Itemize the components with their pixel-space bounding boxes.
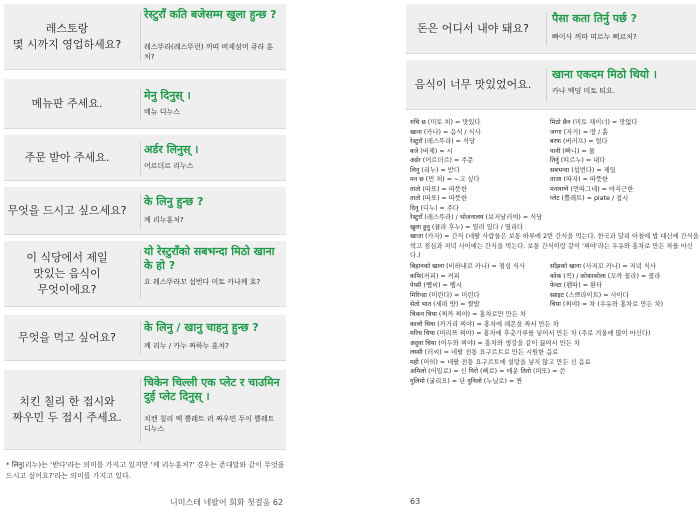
- divider: [140, 141, 141, 175]
- divider: [140, 378, 141, 442]
- vocab-item: चिकन चिया (찌까 찌야) = 홍차로만 만든 차: [410, 311, 526, 318]
- phrase-nepali: चिकेन चिल्ली एक प्लेट र चाउमिन दुई प्लेट दिनुस् ।: [144, 376, 280, 403]
- phrase-pronunciation: 카나 엑덤 미토 티요.: [552, 87, 615, 95]
- phrase-korean: 이 식당에서 제일 맛있는 음식이 무엇이에요?: [26, 250, 108, 296]
- phrase-nepali: रेस्टुराँ कति बजेसम्म खुला हुन्छ ?: [144, 8, 277, 21]
- divider: [140, 193, 141, 229]
- vocab-item: खाना (카나) = 음식 / 식사: [410, 128, 481, 136]
- vocab-item: कालो चिया (까거리 찌야) = 홍차에 레몬을 짜서 만든 차: [410, 320, 559, 328]
- vocab-item: सेतो भात (세떠 밧) = 쌀밥: [410, 301, 480, 308]
- phrase-card: [4, 187, 286, 235]
- phrase-korean: 무엇을 먹고 싶어요?: [18, 330, 116, 344]
- phrase-korean: 음식이 너무 맛있었어요.: [414, 77, 532, 91]
- phrase-card: [4, 4, 286, 70]
- vocab-item: अमिलो (어밀로) = 신 पिरो (삐로) = 매운 तितो (띠또) = 쓴: [410, 368, 566, 375]
- vocab-item: मही (머히) = 네팔 전통 요구르트에 설탕을 넣지 않고 만든 신 음료: [410, 358, 591, 366]
- phrase-korean: 무엇을 드시고 싶으세요?: [7, 203, 127, 217]
- phrase-korean: 레스토랑 몇 시까지 영업하세요?: [12, 21, 122, 51]
- page-number: 니미스테 네팔어 회화 첫걸음 62: [170, 498, 284, 507]
- vocab-item: बरफ (버러프) = 얼다: [550, 138, 608, 145]
- vocab-item: रुचि छ (미토 처) = 맛있다: [410, 119, 481, 126]
- vocab-item: पेप्सी (뻽씨) = 펩시: [410, 282, 462, 289]
- phrase-pronunciation: 치켄 칠리 엑 쁠레트 러 짜우민 두이 쁠레트 디누스: [144, 415, 275, 433]
- phrase-card: [406, 60, 696, 110]
- phrase-card: [4, 79, 286, 129]
- right-page: [400, 0, 700, 513]
- vocab-item: मिठो छैन (미토 채이너) = 맛없다: [550, 119, 638, 126]
- vocab-item: खुला हुनु (큘라 후누) = 열려 있다 / 열리다: [410, 223, 524, 231]
- vocab-item: ताजा (따자) = 따뜻한: [550, 176, 609, 183]
- vocab-item: सबभन्दा (섭번다) = 제일: [550, 166, 616, 174]
- phrase-pronunciation: 메뉴 디누스: [144, 108, 181, 116]
- phrase-nepali: अर्डर लिनुस् ।: [144, 143, 199, 156]
- divider: [140, 87, 141, 121]
- phrase-korean: 주문 받아 주세요.: [24, 150, 110, 164]
- divider: [546, 68, 547, 102]
- vocab-item: कोक (꼭) / कोकाकोला (꼬까 꼴라) = 콜라: [550, 272, 661, 280]
- vocab-item: अर्डर (어르더르) = 주문: [410, 157, 474, 164]
- vocab-item: साँझको खाना (사저꼬 카나) = 저녁 식사: [550, 263, 656, 270]
- phrase-card: [4, 135, 286, 181]
- phrase-card: [4, 370, 286, 450]
- vocab-item: तातो (따또) = 따뜻한: [410, 195, 468, 202]
- phrase-korean: 돈은 어디서 내야 돼요?: [417, 21, 529, 35]
- vocab-item: मन छ (먼 처) = ~고 싶다: [410, 176, 480, 183]
- vocab-item: चिया (찌야) = 차 (우유와 홍차로 만든 차): [550, 301, 664, 308]
- divider: [140, 321, 141, 355]
- phrase-pronunciation: 께 리누 / 카누 짜하누 훈처?: [144, 342, 229, 350]
- vocab-item: लस्सी (러씨) = 네팔 전통 요구르트로 만든 시원한 음료: [410, 349, 559, 356]
- vocab-item: रेस्टुराँ (레스뚜라) = 식당: [410, 138, 476, 145]
- divider: [140, 249, 141, 299]
- vocab-item: रेस्टुराँ (레스뚜라) / भोजनालय (보저날러여) = 식당: [410, 214, 543, 221]
- divider: [140, 12, 141, 62]
- phrase-pronunciation: 께 리누훈처?: [144, 216, 184, 224]
- vocab-paragraph: खाजा (카자) = 간식 (네팔 사람들은 보통 하루에 2번 간식을 먹는다. 한국과 달리 아침에 밥 대신에 간식을 먹고 점심과 저녁 사이에는 간식을 먹는다. 보통 간식이랑 같이 '찌야'라는 우유와 홍차로 만든 차를 마신다.): [410, 233, 699, 259]
- vocab-item: तिर्नु (띠르누) = 내다: [550, 157, 606, 164]
- vocab-item: प्लेट (쁠레트) = plate / 접시: [550, 195, 629, 202]
- phrase-card: [406, 4, 696, 54]
- vocab-item: मनलाग्ने (먼따그네) = 마지근한: [550, 185, 634, 193]
- vocab-item: मरिच चिया (머리쯔 찌야) = 홍차에 후춧가루를 넣어서 만든 차 (주로 겨울에 많이 마신다): [410, 330, 651, 337]
- phrase-pronunciation: 레스뚜라(레스뚜런) 꺼띠 버제섬머 큐라 훈처?: [144, 43, 274, 61]
- phrase-korean: 치킨 칠리 한 접시와 짜우민 두 접시 주세요.: [12, 394, 122, 424]
- phrase-card: [4, 241, 286, 307]
- phrase-nepali: खाना एकदम मिठो थियो ।: [552, 68, 658, 81]
- phrase-nepali: यो रेस्टुराँको सबभन्दा मिठो खाना के हो ?: [144, 245, 275, 272]
- phrase-pronunciation: 빠이사 꺼따 띠르누 뻐르처?: [552, 33, 637, 41]
- phrase-korean: 메뉴판 주세요.: [31, 96, 103, 110]
- vocab-item: मिरिन्डा (미린다) = 미린다: [410, 291, 480, 299]
- phrase-nepali: के लिनु हुन्छ ?: [144, 195, 204, 208]
- left-page: [0, 0, 300, 513]
- page-number: 63: [410, 497, 421, 506]
- phrase-pronunciation: 요 레스뚜라꼬 섭번다 미토 카나께 호?: [144, 278, 261, 286]
- vocab-item: दिनु (디누) = 주다: [410, 204, 459, 212]
- vocab-item: अदुवा चिया (어두와 찌야) = 홍차와 생강을 같이 끓여서 만든 차: [410, 339, 580, 347]
- phrase-card: [4, 315, 286, 361]
- vocab-item: फेन्टा (펜따) = 환타: [550, 282, 603, 289]
- vocab-item: स्प्राइट (스쁘라이트) = 사이다: [550, 291, 629, 299]
- divider: [546, 12, 547, 46]
- phrase-nepali: मेनु दिनुस् ।: [144, 89, 191, 102]
- vocab-item: कफि(커피) = 커피: [410, 272, 460, 280]
- vocab-item: पानी (빠니) = 물: [550, 147, 595, 155]
- vocab-item: बिहानको खाना (비하내꼬 카나) = 점심 식사: [410, 263, 526, 270]
- vocab-item: गुलियो (굴리요) = 단 नुनिलो (누닐로) = 짠: [410, 377, 523, 385]
- phrase-nepali: के लिनु / खानु चाहनु हुन्छ ?: [144, 321, 259, 334]
- vocab-item: बजे (버제) = 시: [410, 147, 453, 155]
- vocab-item: जग्गा (자거) = 땅 / 흙: [550, 128, 609, 136]
- vocab-item: तातो (따또) = 따뜻한: [410, 185, 468, 193]
- vocab-item: लिनु (리누) = 받다: [410, 166, 460, 174]
- phrase-pronunciation: 어르더르 리누스: [144, 162, 194, 170]
- phrase-nepali: पैसा कता तिर्नु पर्छ ?: [552, 12, 637, 25]
- footnote: * लिनु(리누)는 '받다'라는 의미를 가지고 있지만 '께 리누훈처?' 경우는 존대말와 같이 무엇을 드시고 싶어요?'라는 의미를 가지고 있다.: [6, 461, 285, 480]
